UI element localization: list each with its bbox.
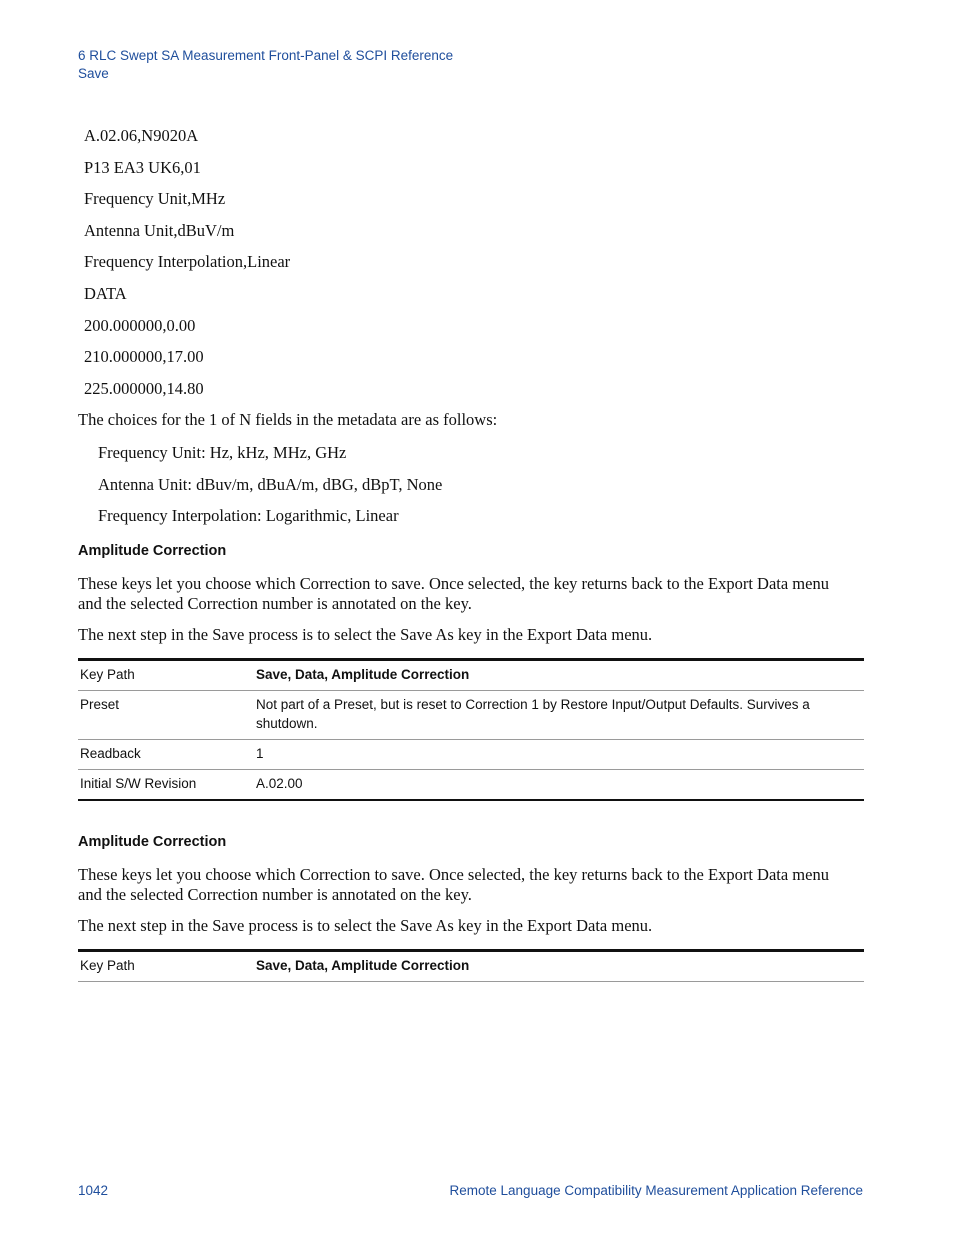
table-cell-label: Key Path [80,958,135,973]
table-cell-value: Not part of a Preset, but is reset to Correction 1 by Restore Input/Output Defaults. Survives a shutdown. [256,697,810,731]
chapter-title: 6 RLC Swept SA Measurement Front-Panel & SCPI Reference [78,48,454,63]
running-header [78,47,453,83]
section-title: Save [78,66,109,81]
code-line: Frequency Interpolation,Linear [84,252,291,272]
section-paragraph: These keys let you choose which Correction to save. Once selected, the key returns back to the Export Data menu and the selected Correction number is annotated on the key. [78,574,829,613]
code-line: 225.000000,14.80 [84,378,204,398]
section-heading: Amplitude Correction [78,834,227,850]
choice-antenna-unit: Antenna Unit: dBuv/m, dBuA/m, dBG, dBpT, None [98,475,443,494]
choice-frequency-unit: Frequency Unit: Hz, kHz, MHz, GHz [98,443,347,462]
code-line: A.02.06,N9020A [84,126,199,145]
table-row [78,691,864,740]
table-cell-label: Readback [80,746,141,761]
table-cell-label: Preset [80,697,120,712]
code-line: DATA [84,283,127,303]
code-line: Antenna Unit,dBuV/m [84,220,235,240]
code-line: P13 EA3 UK6,01 [84,157,201,177]
table-cell-label: Initial S/W Revision [80,776,197,791]
table-row [78,740,864,770]
book-title: Remote Language Compatibility Measurement Application Reference [449,1183,863,1198]
key-table [78,658,864,801]
section-heading: Amplitude Correction [78,543,227,559]
table-cell-label: Key Path [80,667,135,682]
table-cell-value: Save, Data, Amplitude Correction [256,958,470,973]
choice-frequency-interpolation: Frequency Interpolation: Logarithmic, Linear [98,506,399,525]
key-table [78,949,864,982]
section-paragraph: These keys let you choose which Correction to save. Once selected, the key returns back to the Export Data menu and the selected Correction number is annotated on the key. [78,865,829,904]
table-cell-value: Save, Data, Amplitude Correction [256,667,470,682]
code-line: Frequency Unit,MHz [84,189,226,209]
code-line: 200.000000,0.00 [84,315,196,335]
table-row [78,770,864,801]
table-row [78,660,864,691]
table-row [78,951,864,982]
section-paragraph: The next step in the Save process is to select the Save As key in the Export Data menu. [78,916,653,935]
page-number: 1042 [78,1183,109,1198]
code-line: 210.000000,17.00 [84,347,204,367]
section-paragraph: The next step in the Save process is to select the Save As key in the Export Data menu. [78,625,653,644]
choices-intro: The choices for the 1 of N fields in the metadata are as follows: [78,410,498,429]
table-cell-value: 1 [256,746,264,761]
code-example [84,126,290,410]
table-cell-value: A.02.00 [256,776,303,791]
